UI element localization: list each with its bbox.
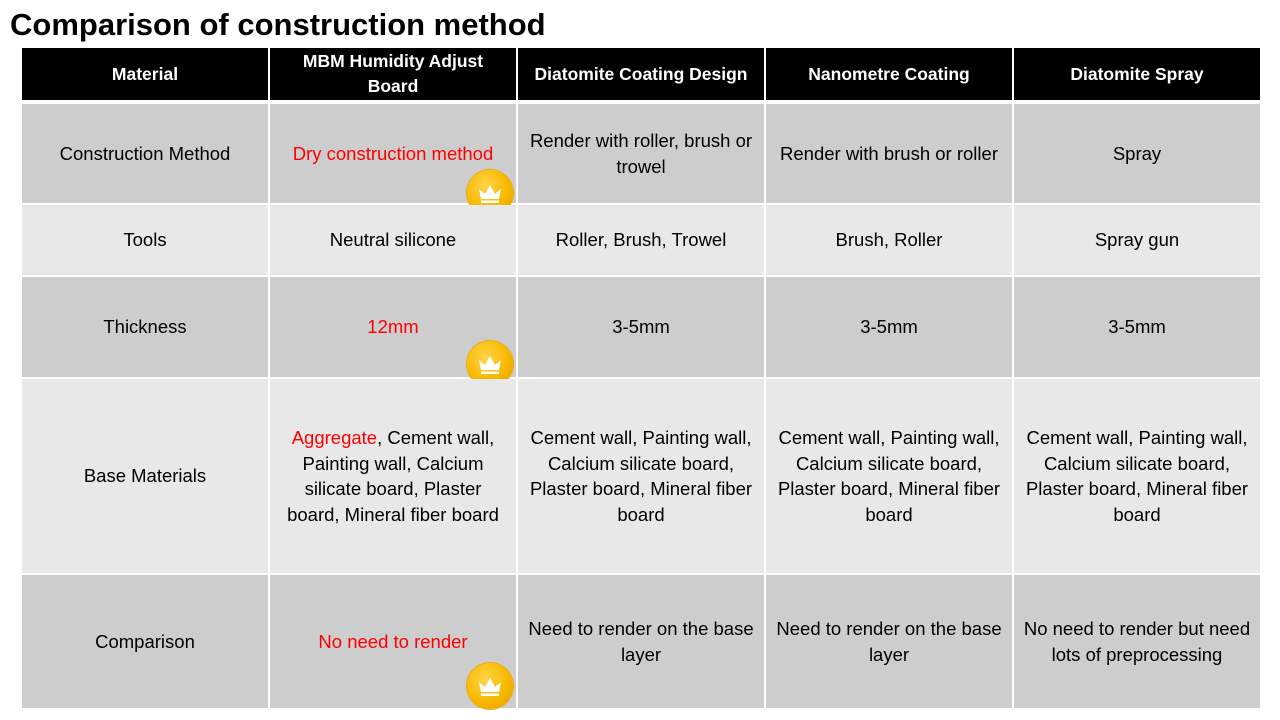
header-mbm-humidity-adjust-board: MBM Humidity Adjust Board [269,48,517,102]
table-cell: Brush, Roller [765,204,1013,276]
row-label-tools: Tools [21,204,269,276]
table-cell-mbm [269,276,517,378]
table-cell: Render with roller, brush or trowel [517,102,765,204]
table-cell: 3-5mm [517,276,765,378]
comparison-table [20,48,1262,708]
header-material: Material [21,48,269,102]
header-row [21,48,1261,102]
table-cell: Cement wall, Painting wall, Calcium silicate board, Plaster board, Mineral fiber board [517,378,765,574]
row-label-thickness: Thickness [21,276,269,378]
highlighted-value: 12mm [367,316,419,338]
highlighted-value: No need to render [318,630,468,652]
table-cell: 3-5mm [765,276,1013,378]
row-label-construction-method: Construction Method [21,102,269,204]
highlighted-value: Dry construction method [292,142,494,164]
crown-glyph [477,182,503,204]
table-cell: Need to render on the base layer [517,574,765,708]
crown-glyph [477,675,503,697]
highlighted-value: Aggregate [291,427,378,448]
table-cell: Cement wall, Painting wall, Calcium silicate board, Plaster board, Mineral fiber board [765,378,1013,574]
header-diatomite-spray: Diatomite Spray [1013,48,1261,102]
table-cell: Cement wall, Painting wall, Calcium silicate board, Plaster board, Mineral fiber board [1013,378,1261,574]
row-label-comparison: Comparison [21,574,269,708]
table-row [21,276,1261,378]
row-label-base-materials: Base Materials [21,378,269,574]
header-nanometre-coating: Nanometre Coating [765,48,1013,102]
cell-text: , Cement wall, Painting wall, Calcium silicate board, Plaster board, Mineral fiber board [287,427,499,525]
page-title: Comparison of construction method [10,7,546,42]
table-cell-mbm [269,574,517,708]
crown-glyph [477,353,503,375]
table-cell-mbm [269,378,517,574]
header-diatomite-coating-design: Diatomite Coating Design [517,48,765,102]
table-cell: Roller, Brush, Trowel [517,204,765,276]
table-row [21,204,1261,276]
table-cell: Need to render on the base layer [765,574,1013,708]
table-cell: Render with brush or roller [765,102,1013,204]
table-row [21,574,1261,708]
crown-icon [467,663,513,709]
table-cell: Spray gun [1013,204,1261,276]
table-row [21,378,1261,574]
table-row [21,102,1261,204]
table-cell-mbm [269,102,517,204]
table-cell-mbm: Neutral silicone [269,204,517,276]
table-cell: 3-5mm [1013,276,1261,378]
table-cell: No need to render but need lots of preprocessing [1013,574,1261,708]
table-cell: Spray [1013,102,1261,204]
